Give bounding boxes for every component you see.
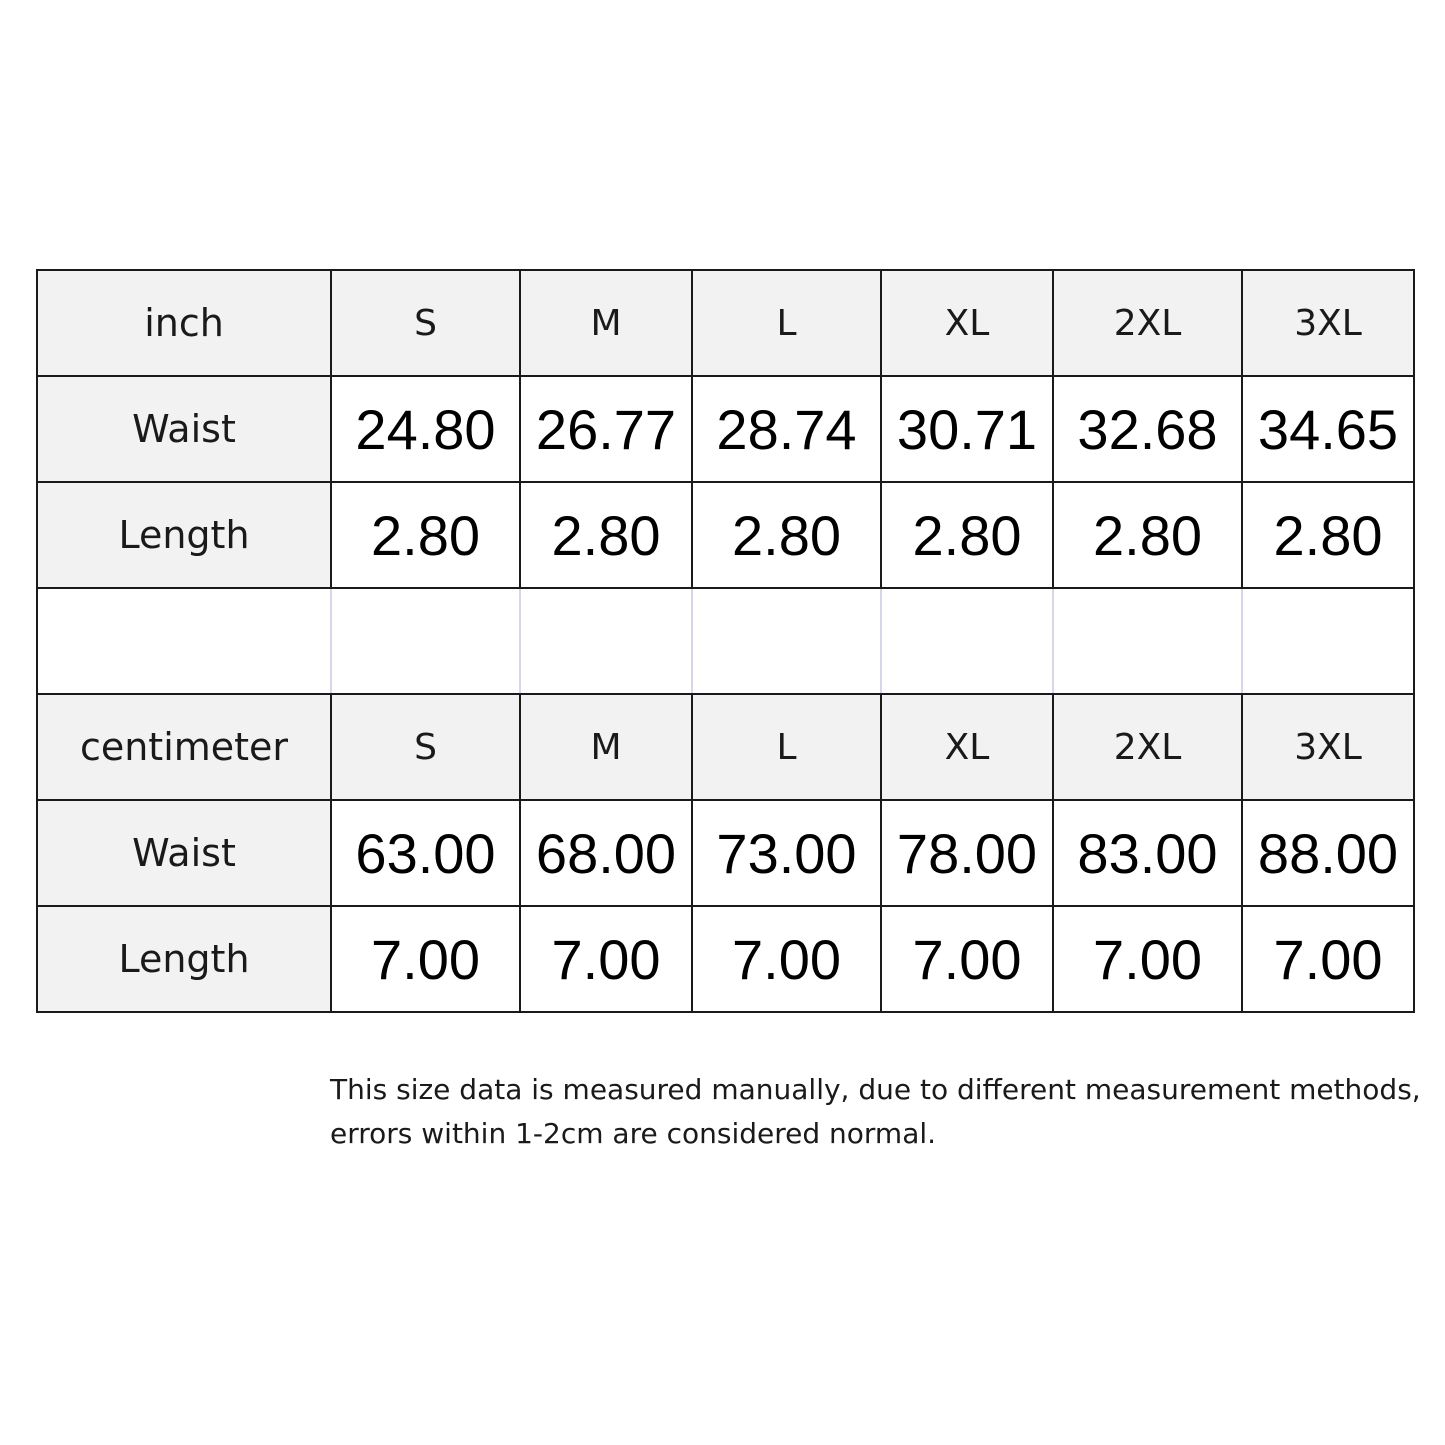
cm-waist-m: 68.00 (520, 800, 692, 906)
inch-size-xl: XL (881, 270, 1053, 376)
cm-size-l: L (692, 694, 881, 800)
cm-size-3xl: 3XL (1242, 694, 1414, 800)
inch-size-s: S (331, 270, 520, 376)
inch-waist-row (37, 376, 1414, 482)
inch-size-l: L (692, 270, 881, 376)
inch-waist-xl: 30.71 (881, 376, 1053, 482)
cm-size-2xl: 2XL (1053, 694, 1242, 800)
inch-waist-2xl: 32.68 (1053, 376, 1242, 482)
inch-waist-3xl: 34.65 (1242, 376, 1414, 482)
cm-unit-label: centimeter (37, 694, 331, 800)
cm-waist-label: Waist (37, 800, 331, 906)
inch-length-l: 2.80 (692, 482, 881, 588)
cm-size-xl: XL (881, 694, 1053, 800)
cm-waist-s: 63.00 (331, 800, 520, 906)
cm-length-label: Length (37, 906, 331, 1012)
cm-size-m: M (520, 694, 692, 800)
note-line-1: This size data is measured manually, due to different measurement methods, (330, 1073, 1421, 1106)
cm-length-row (37, 906, 1414, 1012)
cm-waist-row (37, 800, 1414, 906)
spacer-cell (692, 588, 881, 694)
spacer-cell (881, 588, 1053, 694)
inch-length-label: Length (37, 482, 331, 588)
cm-waist-xl: 78.00 (881, 800, 1053, 906)
cm-length-xl: 7.00 (881, 906, 1053, 1012)
inch-length-row (37, 482, 1414, 588)
inch-length-2xl: 2.80 (1053, 482, 1242, 588)
cm-length-2xl: 7.00 (1053, 906, 1242, 1012)
spacer-cell (37, 588, 331, 694)
cm-waist-3xl: 88.00 (1242, 800, 1414, 906)
measurement-note (330, 1068, 1420, 1156)
inch-waist-l: 28.74 (692, 376, 881, 482)
spacer-cell (1053, 588, 1242, 694)
cm-length-l: 7.00 (692, 906, 881, 1012)
spacer-cell (331, 588, 520, 694)
inch-length-s: 2.80 (331, 482, 520, 588)
inch-unit-label: inch (37, 270, 331, 376)
inch-waist-m: 26.77 (520, 376, 692, 482)
cm-size-s: S (331, 694, 520, 800)
spacer-cell (1242, 588, 1414, 694)
inch-length-3xl: 2.80 (1242, 482, 1414, 588)
inch-size-3xl: 3XL (1242, 270, 1414, 376)
table-spacer-row (37, 588, 1414, 694)
cm-header-row (37, 694, 1414, 800)
cm-waist-l: 73.00 (692, 800, 881, 906)
cm-waist-2xl: 83.00 (1053, 800, 1242, 906)
inch-waist-label: Waist (37, 376, 331, 482)
spacer-cell (520, 588, 692, 694)
inch-length-m: 2.80 (520, 482, 692, 588)
cm-length-m: 7.00 (520, 906, 692, 1012)
size-chart-table (36, 269, 1415, 1013)
cm-length-s: 7.00 (331, 906, 520, 1012)
inch-waist-s: 24.80 (331, 376, 520, 482)
inch-length-xl: 2.80 (881, 482, 1053, 588)
inch-header-row (37, 270, 1414, 376)
inch-size-m: M (520, 270, 692, 376)
cm-length-3xl: 7.00 (1242, 906, 1414, 1012)
note-line-2: errors within 1-2cm are considered normal. (330, 1117, 937, 1150)
inch-size-2xl: 2XL (1053, 270, 1242, 376)
